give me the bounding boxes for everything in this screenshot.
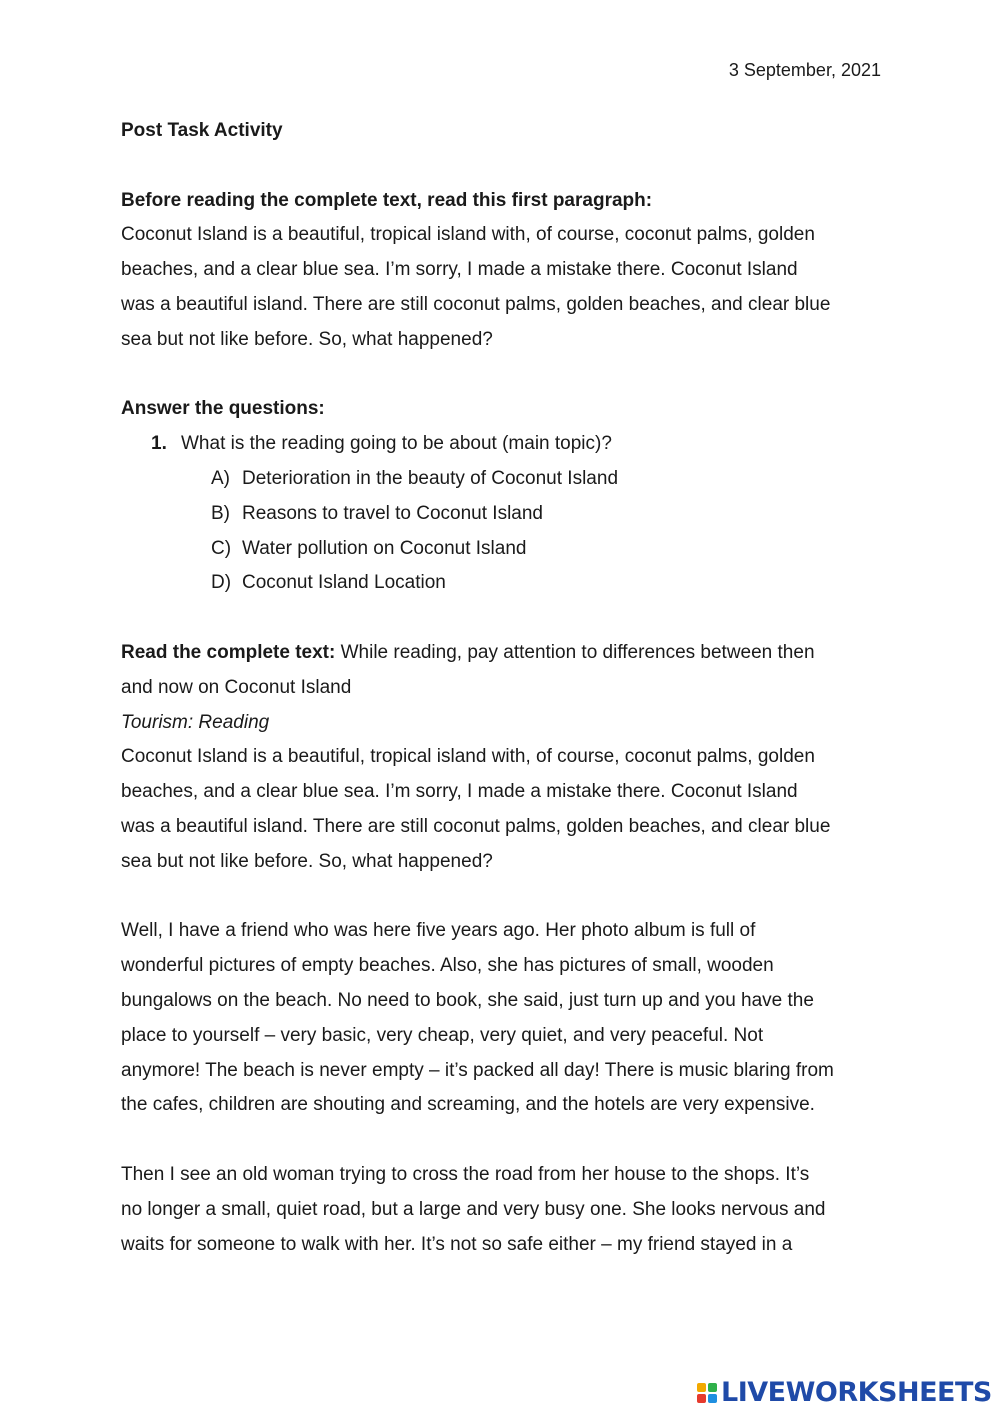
spacer: [121, 149, 881, 184]
paragraph-1-line: beaches, and a clear blue sea. I’m sorry, I made a mistake there. Coconut Island: [121, 781, 798, 803]
option-text: Reasons to travel to Coconut Island: [242, 502, 544, 524]
option-letter: A): [211, 467, 230, 489]
paragraph-2-line: place to yourself – very basic, very cheap, very quiet, and very peaceful. Not: [121, 1024, 764, 1046]
option-letter: B): [211, 502, 230, 524]
paragraph-1-line: Coconut Island is a beautiful, tropical island with, of course, coconut palms, golden: [121, 746, 815, 768]
page-title: Post Task Activity: [121, 120, 283, 141]
logo-square-icon: [697, 1394, 706, 1403]
questions-heading: Answer the questions:: [121, 398, 325, 420]
paragraph-1-line: was a beautiful island. There are still coconut palms, golden beaches, and clear blue: [121, 815, 831, 837]
question-number: 1.: [151, 433, 167, 455]
liveworksheets-logo: [697, 1377, 992, 1409]
reading-instruction-bold: Read the complete text:: [121, 641, 336, 663]
pre-reading-line: sea but not like before. So, what happened?: [121, 328, 493, 350]
logo-square-icon: [697, 1383, 706, 1392]
question-1: [121, 427, 881, 462]
option-letter: C): [211, 537, 232, 559]
option-text: Deterioration in the beauty of Coconut Island: [242, 467, 619, 489]
reading-instruction-rest: While reading, pay attention to differences between then: [335, 641, 815, 663]
spacer: [121, 1123, 881, 1158]
answer-option-b[interactable]: [121, 497, 881, 532]
spacer: [121, 880, 881, 915]
worksheet-body: [121, 114, 881, 1262]
spacer: [121, 601, 881, 636]
pre-reading-instruction: Before reading the complete text, read this first paragraph:: [121, 189, 653, 211]
pre-reading-line: was a beautiful island. There are still coconut palms, golden beaches, and clear blue: [121, 293, 831, 315]
option-text: Coconut Island Location: [242, 572, 446, 594]
reading-instruction-line2: and now on Coconut Island: [121, 676, 352, 698]
date-label: 3 September, 2021: [728, 60, 881, 80]
option-text: Water pollution on Coconut Island: [242, 537, 527, 559]
answer-option-c[interactable]: [121, 532, 881, 567]
paragraph-2-line: anymore! The beach is never empty – it’s packed all day! There is music blaring from: [121, 1059, 834, 1081]
paragraph-2-line: bungalows on the beach. No need to book, she said, just turn up and you have the: [121, 989, 814, 1011]
paragraph-3-line: waits for someone to walk with her. It’s not so safe either – my friend stayed in a: [121, 1233, 793, 1255]
logo-square-icon: [708, 1394, 717, 1403]
paragraph-3-line: no longer a small, quiet road, but a large and very busy one. She looks nervous and: [121, 1198, 826, 1220]
pre-reading-line: Coconut Island is a beautiful, tropical island with, of course, coconut palms, golden: [121, 224, 815, 246]
paragraph-2-line: wonderful pictures of empty beaches. Also, she has pictures of small, wooden: [121, 955, 774, 977]
logo-mark-icon: [697, 1383, 717, 1403]
reading-instruction: [121, 636, 881, 671]
answer-option-d[interactable]: [121, 566, 881, 601]
paragraph-1-line: sea but not like before. So, what happened?: [121, 850, 493, 872]
spacer: [121, 358, 881, 393]
answer-option-a[interactable]: [121, 462, 881, 497]
reading-subtitle: Tourism: Reading: [121, 711, 270, 733]
logo-text: LIVEWORKSHEETS: [721, 1377, 992, 1408]
paragraph-2-line: Well, I have a friend who was here five years ago. Her photo album is full of: [121, 920, 756, 942]
question-text: What is the reading going to be about (main topic)?: [181, 433, 612, 455]
paragraph-3-line: Then I see an old woman trying to cross the road from her house to the shops. It’s: [121, 1163, 810, 1185]
logo-square-icon: [708, 1383, 717, 1392]
option-letter: D): [211, 572, 232, 594]
paragraph-2-line: the cafes, children are shouting and screaming, and the hotels are very expensive.: [121, 1094, 815, 1116]
pre-reading-line: beaches, and a clear blue sea. I’m sorry, I made a mistake there. Coconut Island: [121, 259, 798, 281]
